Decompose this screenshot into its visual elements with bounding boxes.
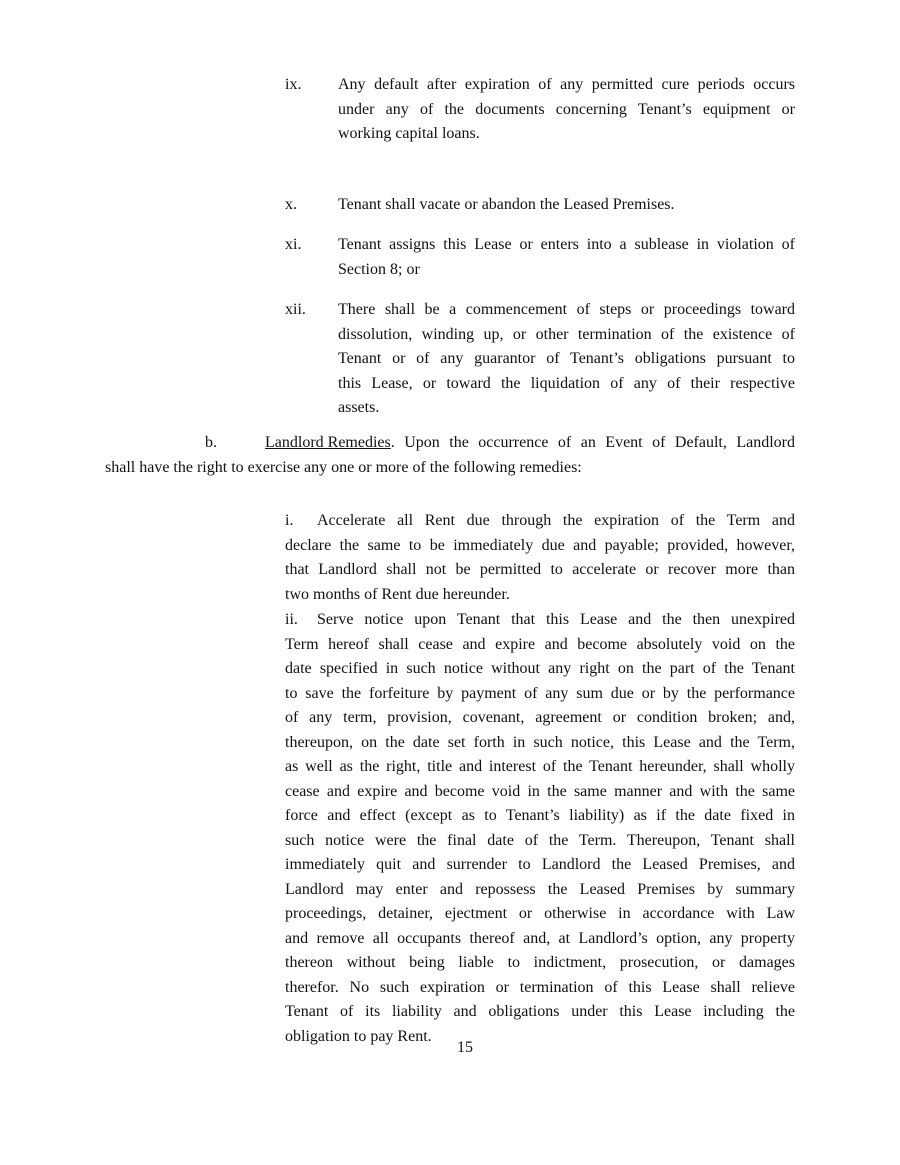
text-line: Tenant or of any guarantor of Tenant’s obligations pursuant to — [338, 350, 795, 367]
text-line: to save the forfeiture by payment of any sum due or by the performance — [285, 684, 795, 702]
text-line: and remove all occupants thereof and, at Landlord’s option, any property — [285, 929, 795, 947]
section-b-label: b. — [205, 434, 217, 451]
text-line: Landlord may enter and repossess the Leased Premises by summary — [285, 880, 795, 898]
text-line: Section 8; or — [338, 260, 420, 278]
text-line: thereupon, on the date set forth in such notice, this Lease and the Term, — [285, 733, 795, 751]
text-line: proceedings, detainer, ejectment or otherwise in accordance with Law — [285, 905, 795, 922]
item-text — [338, 193, 795, 218]
text-line: Tenant of its liability and obligations under this Lease including the — [285, 1003, 795, 1020]
text-line: under any of the documents concerning Tenant’s equipment or — [338, 100, 795, 118]
section-b-paragraph — [105, 431, 795, 480]
text-line: obligation to pay Rent. — [285, 1027, 432, 1045]
item-number: xi. — [285, 236, 302, 253]
text-line: thereon without being liable to indictment, prosecution, or damages — [285, 954, 795, 971]
text-line — [285, 509, 795, 534]
text-line — [285, 608, 795, 633]
item-number: xii. — [285, 301, 306, 318]
text-line: Tenant assigns this Lease or enters into a sublease in violation of — [338, 236, 795, 253]
text-line: cease and expire and become void in the same manner and with the same — [285, 782, 795, 800]
text-line: of any term, provision, covenant, agreement or condition broken; and, — [285, 709, 795, 726]
section-b-line-2: shall have the right to exercise any one or more of the following remedies: — [105, 458, 582, 476]
page-number: 15 — [457, 1039, 473, 1056]
text-line: Tenant shall vacate or abandon the Leased Premises. — [338, 196, 675, 213]
text-line: declare the same to be immediately due and payable; provided, however, — [285, 536, 795, 554]
remedy-number: ii. — [285, 611, 298, 628]
text-line: as well as the right, title and interest of the Tenant hereunder, shall wholly — [285, 758, 795, 775]
text-line: assets. — [338, 399, 380, 416]
remedy-text: Accelerate all Rent due through the expiration of the Term and — [317, 512, 795, 529]
text-line: that Landlord shall not be permitted to accelerate or recover more than — [285, 561, 795, 578]
remedy-text: Serve notice upon Tenant that this Lease and the then unexpired — [317, 611, 795, 628]
text-line: two months of Rent due hereunder. — [285, 585, 510, 603]
text-line: dissolution, winding up, or other termination of the existence of — [338, 325, 795, 343]
text-line: working capital loans. — [338, 125, 480, 142]
text-line: force and effect (except as to Tenant’s liability) as if the date fixed in — [285, 807, 795, 824]
text-line: Term hereof shall cease and expire and become absolutely void on the — [285, 635, 795, 653]
item-text — [338, 73, 795, 147]
remedy-number: i. — [285, 512, 294, 529]
section-b-heading: Landlord Remedies — [265, 434, 391, 451]
item-text — [338, 298, 795, 421]
text-line: such notice were the final date of the Term. Thereupon, Tenant shall — [285, 831, 795, 849]
text-line: this Lease, or toward the liquidation of any of their respective — [338, 374, 795, 392]
item-text — [338, 233, 795, 282]
item-number: x. — [285, 196, 297, 213]
text-line: immediately quit and surrender to Landlord the Leased Premises, and — [285, 856, 795, 873]
item-number: ix. — [285, 76, 302, 93]
section-b-text: . Upon the occurrence of an Event of Default, Landlord — [390, 434, 795, 451]
section-b-line-1 — [105, 431, 795, 456]
text-line: therefor. No such expiration or termination of this Lease shall relieve — [285, 978, 795, 996]
remedy-paragraph — [285, 509, 795, 607]
text-line: There shall be a commencement of steps or proceedings toward — [338, 301, 795, 318]
text-line: date specified in such notice without any right on the part of the Tenant — [285, 660, 795, 677]
remedy-paragraph — [285, 608, 795, 1049]
text-line: Any default after expiration of any permitted cure periods occurs — [338, 76, 795, 93]
